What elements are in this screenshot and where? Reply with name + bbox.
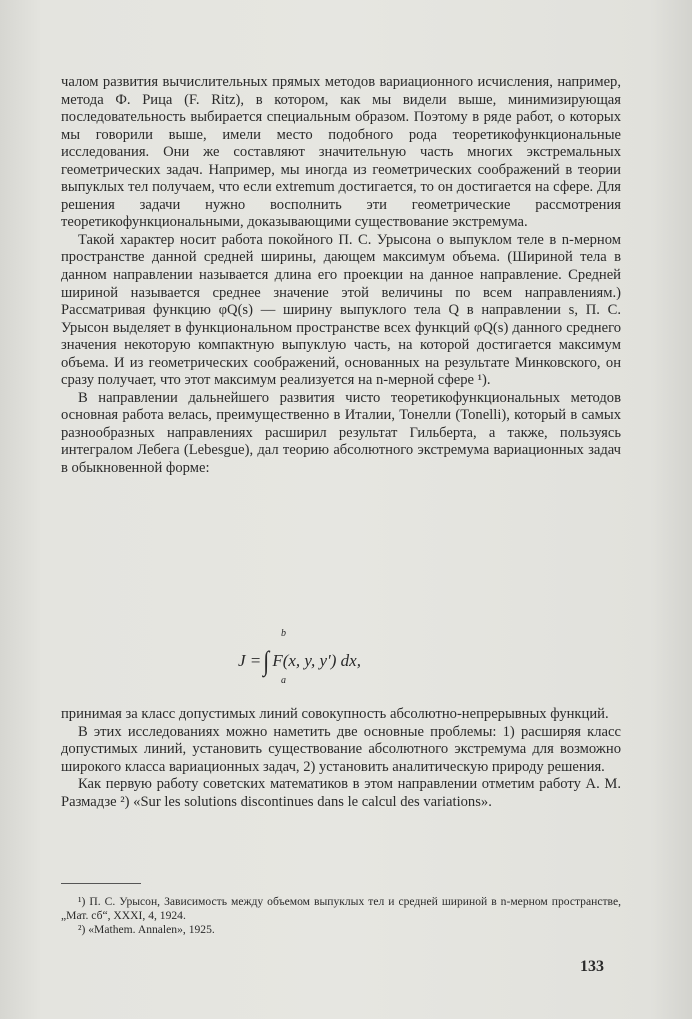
footnote-2: ²) «Mathem. Annalen», 1925.: [78, 923, 215, 936]
footnote-1: ¹) П. С. Урысон, Зависимость между объемом выпуклых тел и средней шириной в n-мерном пространстве, „Мат. сб“, XXXI, 4, 1924.: [61, 895, 621, 922]
integral-lower-limit: a: [281, 675, 286, 686]
integral-upper-limit: b: [281, 628, 286, 639]
paragraph-urysohn: Такой характер носит работа покойного П. С. Урысона о выпуклом теле в n-мерном пространстве данной средней ширины, дающем максимум объема. (Шириной тела в данном направлении называется длина его проекции на данное направление. Средней шириной называется среднее значение этой величины по всем направлениям.) Рассматривая функцию φQ(s) — ширину выпуклого тела Q в направлении s, П. С. Урысон выделяет в функциональном пространстве всех функций φQ(s) данного среднего значения некоторую компактную выпуклую часть, на которой достигается максимум объема. И из геометрических соображений, основанных на результате Минковского, он сразу получает, что этот максимум реализуется на n-мерной сфере ¹).: [61, 231, 621, 389]
footnote-divider: [61, 883, 141, 884]
footnotes: [61, 895, 621, 937]
integral-formula: [238, 628, 458, 692]
paragraph-problems: В этих исследованиях можно наметить две основные проблемы: 1) расширяя класс допустимых линий, установить существование абсолютного экстремума для возможно широкого класса вариационных задач, 2) установить аналитическую природу решения.: [61, 723, 621, 775]
formula-integrand: F(x, y, y′) dx,: [272, 651, 361, 670]
formula-lhs: J =: [238, 651, 262, 670]
page-number: 133: [580, 958, 604, 975]
main-text-bottom: [61, 706, 621, 811]
paragraph-admissible-class: принимая за класс допустимых линий совокупность абсолютно-непрерывных функций.: [61, 706, 609, 722]
integral-expression: [238, 644, 361, 676]
integral-sign-icon: ∫: [263, 644, 270, 676]
paragraph-tonelli: В направлении дальнейшего развития чисто теоретикофункциональных методов основная работа велась, преимущественно в Италии, Тонелли (Tonelli), который в самых разнообразных направлениях расширил результат Гильберта, а также, пользуясь интегралом Лебега (Lebesgue), дал теорию абсолютного экстремума вариационных задач в обыкновенной форме:: [61, 389, 621, 477]
main-text-top: [61, 74, 621, 478]
paragraph-continuation: чалом развития вычислительных прямых методов вариационного исчисления, например, метода Ф. Рица (F. Ritz), в котором, как мы видели выше, минимизирующая последовательность выбирается специальным образом. Поэтому в ряде работ, о которых мы говорили выше, имели место подобного рода теоретикофункциональные исследования. Они же составляют значительную часть многих экстремальных геометрических задач. Например, мы иногда из геометрических соображений в теории выпуклых тел получаем, что если extremum достигается, то он достигается на сфере. Для решения задачи нужно восполнить эти геометрические рассмотрения теоретикофункциональными, доказывающими существование экстремума.: [61, 74, 621, 231]
paragraph-razmadze: Как первую работу советских математиков в этом направлении отметим работу А. М. Размадзе ²) «Sur les solutions discontinues dans le calcul des variations».: [61, 776, 621, 810]
